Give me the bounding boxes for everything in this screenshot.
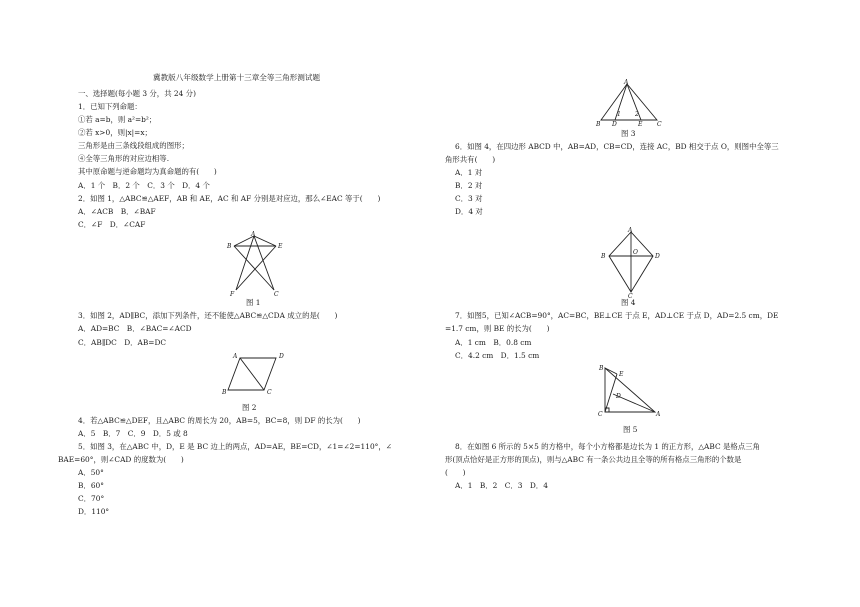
q8-stem-line2: 形(顶点恰好是正方形的顶点)，则与△ABC 有一条公共边且全等的所有格点三角形的个数是 xyxy=(445,455,742,464)
q5-option-c: C．70° xyxy=(78,494,105,503)
q7-stem-line2: =1.7 cm，则 BE 的长为( ) xyxy=(445,324,550,333)
figure-3-caption: 图 3 xyxy=(621,129,636,138)
q1-ask: 其中原命题与逆命题均为真命题的有( ) xyxy=(78,167,217,176)
q3-stem: 3．如图 2，AD∥BC，添加下列条件，还不能使△ABC≌△CDA 成立的是( ) xyxy=(78,311,338,320)
q3-options-2: C．AB∥DC D．AB=DC xyxy=(78,338,167,347)
fig4-label-o: O xyxy=(633,249,638,256)
fig4-label-b: B xyxy=(601,253,606,260)
figure-4-caption: 图 4 xyxy=(621,298,636,307)
q1-statement-1: ①若 a=b，则 a²=b²； xyxy=(78,115,157,124)
fig1-label-c: C xyxy=(274,291,279,298)
q4-options: A．5 B．7 C．9 D．5 或 8 xyxy=(78,429,188,438)
q6-option-c: C．3 对 xyxy=(455,194,483,203)
fig5-label-e: E xyxy=(619,371,624,378)
q6-stem-line1: 6．如图 4，在四边形 ABCD 中，AB=AD，CB=CD，连接 AC，BD 相交于点 O，则图中全等三 xyxy=(455,142,779,151)
q8-options: A．1 B．2 C．3 D．4 xyxy=(455,481,548,490)
q6-option-d: D．4 对 xyxy=(455,207,483,216)
fig3-label-a: A xyxy=(624,79,629,86)
page-title: 冀教版八年级数学上册第十三章全等三角形测试题 xyxy=(153,73,321,82)
fig3-label-d: D xyxy=(612,121,617,128)
fig2-label-d: D xyxy=(279,353,284,360)
fig1-label-e: E xyxy=(278,243,283,250)
q6-option-b: B．2 对 xyxy=(455,181,483,190)
q8-stem-line3: ( ) xyxy=(445,468,466,477)
fig5-label-b: B xyxy=(599,365,604,372)
figure-5-caption: 图 5 xyxy=(623,425,638,434)
q5-option-d: D．110° xyxy=(78,507,110,516)
figure-2 xyxy=(222,350,294,398)
fig2-label-c: C xyxy=(267,389,272,396)
q7-stem-line1: 7．如图5，已知∠ACB=90°，AC=BC，BE⊥CE 于点 E，AD⊥CE 于点 D，AD=2.5 cm，DE xyxy=(455,311,779,320)
fig3-label-e: E xyxy=(638,121,643,128)
q1-statement-2: ②若 x>0，则|x|=x； xyxy=(78,128,152,137)
q5-option-a: A．50° xyxy=(78,468,104,477)
q2-options-1: A．∠ACB B．∠BAF xyxy=(78,207,156,216)
q6-stem-line2: 角形共有( ) xyxy=(445,155,496,164)
fig3-label-b: B xyxy=(596,121,601,128)
q7-options-2: C．4.2 cm D．1.5 cm xyxy=(455,351,540,360)
fig5-triangle xyxy=(605,368,655,412)
fig4-label-c: C xyxy=(628,293,633,300)
fig2-label-a: A xyxy=(233,353,238,360)
fig4-label-d: D xyxy=(655,253,660,260)
fig1-label-a: A xyxy=(251,231,256,238)
q1-stem: 1．已知下列命题： xyxy=(78,102,142,111)
figure-5 xyxy=(599,364,661,418)
fig1-label-f: F xyxy=(230,291,235,298)
fig5-label-c: C xyxy=(598,411,603,418)
fig3-label-c: C xyxy=(657,121,662,128)
figure-3 xyxy=(595,80,663,126)
fig4-label-a: A xyxy=(628,227,633,234)
q5-stem-line2: BAE=60°，则∠CAD 的度数为( ) xyxy=(58,455,184,464)
fig3-label-2: 2 xyxy=(635,111,639,118)
figure-4 xyxy=(601,227,660,300)
q8-stem-line1: 8．在如图 6 所示的 5×5 的方格中，每个小方格都是边长为 1 的正方形，△ABC 是格点三角 xyxy=(455,442,760,451)
q4-stem: 4．若△ABC≌△DEF，且△ABC 的周长为 20，AB=5，BC=8，则 DF 的长为( ) xyxy=(78,416,361,425)
q1-options: A．1 个 B．2 个 C．3 个 D．4 个 xyxy=(78,181,210,190)
figure-1-caption: 图 1 xyxy=(246,298,261,307)
q1-statement-3: 三角形是由三条线段组成的图形； xyxy=(78,141,189,150)
q2-options-2: C．∠F D．∠CAF xyxy=(78,220,146,229)
q2-stem: 2．如图 1，△ABC≌△AEF，AB 和 AE，AC 和 AF 分别是对应边，那么∠EAC 等于( ) xyxy=(78,194,381,203)
figure-1 xyxy=(224,232,294,296)
fig5-label-a: A xyxy=(656,411,661,418)
section-heading: 一、选择题(每小题 3 分，共 24 分) xyxy=(78,89,196,98)
fig3-label-1: 1 xyxy=(617,111,621,118)
q5-option-b: B．60° xyxy=(78,481,104,490)
figure-2-caption: 图 2 xyxy=(242,403,257,412)
fig2-label-b: B xyxy=(222,389,227,396)
q6-option-a: A．1 对 xyxy=(455,168,483,177)
fig5-label-d: D xyxy=(616,393,621,400)
q7-options-1: A．1 cm B．0.8 cm xyxy=(455,338,532,347)
q5-stem-line1: 5．如图 3，在△ABC 中，D，E 是 BC 边上的两点，AD=AE，BE=CD，∠1=∠2=110°，∠ xyxy=(78,442,392,451)
q3-options-1: A．AD=BC B．∠BAC=∠ACD xyxy=(78,324,192,333)
q1-statement-4: ④全等三角形的对应边相等. xyxy=(78,154,170,163)
fig1-label-b: B xyxy=(227,243,232,250)
